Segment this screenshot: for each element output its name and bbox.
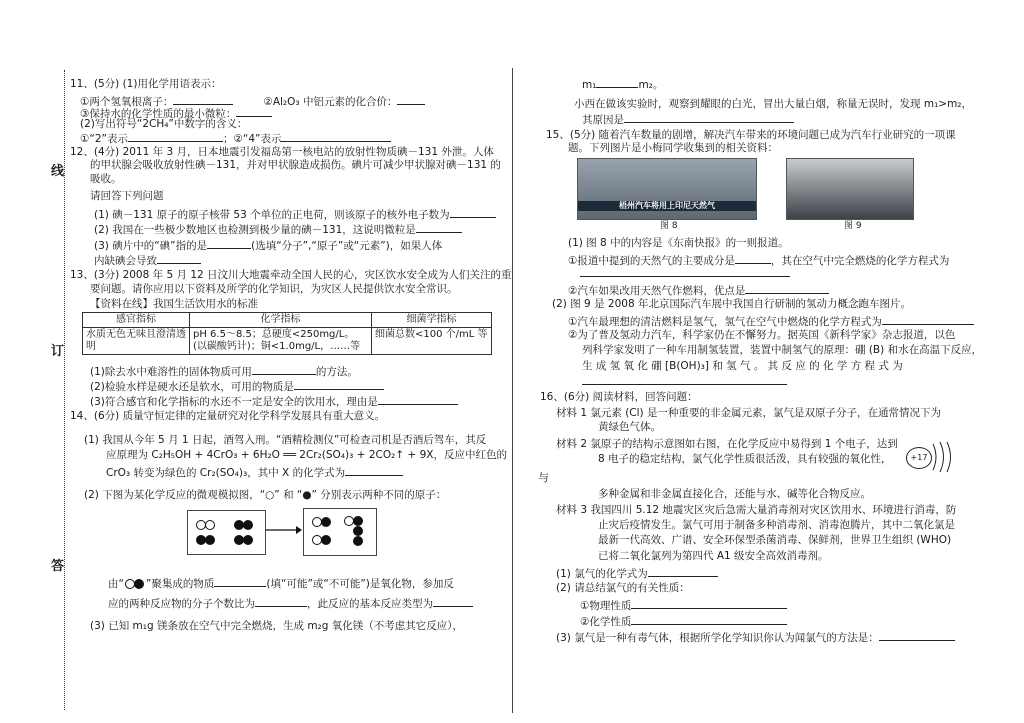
q12-line1: 12、(4分) 2011 年 3 月，日本地震引发福岛第一核电站的放射性物质碘－131 外泄。人体 [70,146,494,158]
water-standard-table [82,312,492,355]
answer-blank[interactable] [345,465,403,476]
q12-sub3b: (选填“分子”,“原子”或“元素”)，如果人体 [251,240,443,252]
q13-line1: 13、(3分) 2008 年 5 月 12 日汶川大地震牵动全国人民的心，灾区饮水安全成为人们关注的重 [70,269,512,281]
table-row [83,328,492,355]
q16-material1: 材料 1 氯元素 (Cl) 是一种重要的非金属元素，氯气是双原子分子，在通常情况下为 [556,407,941,419]
answer-blank[interactable] [281,131,391,142]
q13-sub1 [90,364,358,378]
answer-blank[interactable] [173,94,233,105]
q15-sub5 [568,314,974,328]
black-atom [321,517,331,527]
q14-para5-a: 由“ [108,578,124,590]
m2-label: m₂。 [638,79,664,91]
q12-line5 [94,207,496,221]
table-cell: 细菌总数<100 个/mL 等 [372,328,492,355]
q11-line5 [80,131,391,145]
q16-sub1-text: (1) 氯气的化学式为 [556,568,648,580]
q12-sub2: (2) 我国在一些极少数地区也检测到极少量的碘－131，这说明微粒是 [94,224,416,236]
q16-material3b: 止灾后疫情发生。氯气可用于制备多种消毒剂、消毒泡腾片，其中二氧化氯是 [598,519,955,531]
q15-line1: 15、(5分) 随着汽车数量的剧增，解决汽车带来的环境问题已成为汽车行业研究的一项课 [546,129,956,141]
answer-blank[interactable] [582,374,787,385]
q11-item5a: ①“2”表示 [80,133,128,145]
r-line3 [582,112,794,126]
black-atom [205,535,215,545]
q12-sub1: (1) 碘－131 原子的原子核带 53 个单位的正电荷，则该原子的核外电子数为 [94,209,450,221]
electron-shells-diagram [930,440,958,474]
q14-para5-c: (填“可能”或“不可能”)是氧化物，参加反 [266,578,454,590]
q11-line1: 11、(5分) (1)用化学用语表示： [70,78,222,90]
q15-sub6: ②为了普及氢动力汽车，科学家仍在不懈努力。据英国《新科学家》杂志报道，以色 [568,329,956,341]
white-atom [205,520,215,530]
side-mark-and: 与 [538,471,549,484]
q11-line4: (2)写出符号“2CH₄”中数字的含义： [80,118,248,130]
figure-9-label: 图 9 [844,221,862,231]
r-line2: 小西在做该实验时，观察到耀眼的白光，冒出大量白烟，称量无误时，发现 m₁>m₂， [574,98,973,110]
answer-blank[interactable] [416,222,462,233]
q12-line8 [94,253,201,267]
reaction-arrow [266,524,302,536]
answer-blank[interactable] [624,112,794,123]
figure-8-caption-text: 梧州汽车将用上印尼天然气 [578,201,756,211]
side-mark-fold: 订 [51,344,65,359]
q13-line3: 【资料在线】我国生活饮用水的标准 [90,298,258,310]
q12-sub4: 内缺碘会导致 [94,255,157,267]
q14-para7: (3) 已知 m₁g 镁条放在空气中完全燃烧，生成 m₂g 氧化镁（不考虑其它反应）， [90,620,464,632]
answer-blank[interactable] [252,364,316,375]
answer-blank[interactable] [879,630,955,641]
q16-material2: 材料 2 氯原子的结构示意图如右图，在化学反应中易得到 1 个电子，达到 [556,438,898,450]
q14-para3 [106,465,403,479]
table-header-cell: 化学指标 [190,313,372,328]
black-atom [353,536,363,546]
answer-blank[interactable] [214,576,266,587]
atom-nucleus: +17 [906,447,932,469]
q11-item5b: ；②“4”表示 [222,133,282,145]
q14-line1: 14、(6分) 质量守恒定律的定量研究对化学科学发展具有重大意义。 [70,410,386,422]
q13-sub1-text: (1)除去水中难溶性的固体物质可用 [90,366,252,378]
answer-blank[interactable] [648,566,718,577]
q12-line7 [94,238,442,252]
q16-material3c: 最新一代高效、广谱、安全环保型杀菌消毒、保鲜剂，世界卫生组织 (WHO) [598,534,952,546]
r-line3-text: 其原因是 [582,114,624,126]
table-header-row [83,313,492,328]
q15-sub8: 生 成 氢 氧 化 硼 [B(OH)₃] 和 氢 气 。 其 反 应 的 化 学 方 程 式 为 [582,360,903,372]
answer-blank[interactable] [631,614,787,625]
molecule-symbol [124,579,146,589]
q15-sub1: (1) 图 8 中的内容是《东南快报》的一则报道。 [568,237,789,249]
q14-para5 [108,576,454,590]
q13-sub3-text: (3)符合感官和化学指标的水还不一定是安全的饮用水，理由是 [90,396,378,408]
q16-sub1 [556,566,718,580]
black-atom [243,535,253,545]
table-header-cell: 感官指标 [83,313,190,328]
q15-line2: 题。下列图片是小梅同学收集到的相关资料： [568,142,778,154]
q16-sub4-text: ②化学性质 [580,616,632,628]
q14-para6-text: 应的两种反应物的分子个数比为 [108,598,255,610]
answer-blank[interactable] [631,598,787,609]
answer-blank[interactable] [128,131,223,142]
answer-blank[interactable] [450,207,496,218]
q14-para1: (1) 我国从今年 5 月 1 日起，酒驾入刑。“酒精检测仪”可检查司机是否酒后驾车，其反 [84,434,487,446]
q14-para2: 应原理为 C₂H₅OH + 4CrO₃ + 6H₂O ══ 2Cr₂(SO₄)₃ + 2CO₂↑ + 9X，反应中红色的 [106,449,507,461]
answer-blank[interactable] [433,596,473,607]
answer-blank[interactable] [580,266,790,277]
black-atom [353,516,363,526]
q16-material2b: 8 电子的稳定结构，氯气化学性质很活泼，具有较强的氧化性， [598,453,892,465]
q16-material3: 材料 3 我国四川 5.12 地震灾区灾后急需大量消毒剂对灾区饮用水、环境进行消毒，防 [556,504,957,516]
products-box [303,508,377,556]
q16-sub3-text: ①物理性质 [580,600,632,612]
binding-dotted-line [64,70,65,710]
q16-material1b: 黄绿色气体。 [598,421,661,433]
q13-line2: 要问题。请你应用以下资料及所学的化学知识，为灾区人民提供饮水安全常识。 [90,283,458,295]
figure-8-photo [577,158,757,220]
q15-sub3-text: ②汽车如果改用天然气作燃料，优点是 [568,285,746,297]
q15-sub5-text: ①汽车最理想的清洁燃料是氢气，氢气在空气中燃烧的化学方程式为 [568,316,882,328]
q14-para3-text: CrO₃ 转变为绿色的 Cr₂(SO₄)₃，其中 X 的化学式为 [106,467,346,479]
answer-blank[interactable] [397,94,425,105]
black-atom [353,526,363,536]
q15-sub2-text: ①报道中提到的天然气的主要成分是 [568,255,735,267]
q15-sub3 [568,283,829,297]
q13-sub2-text: (2)检验水样是硬水还是软水，可用的物质是 [90,381,294,393]
black-atom [134,579,144,589]
table-cell: 水质无色无味且澄清透明 [83,328,190,355]
q11-item1: ①两个氢氧根离子： [80,96,174,108]
answer-blank[interactable] [294,379,384,390]
q15-sub7: 列科学家发明了一种车用制氢装置，装置中制氢气的原理：硼 (B) 和水在高温下反应， [582,344,983,356]
r-m1-m2 [582,77,663,91]
answer-blank[interactable] [255,596,307,607]
q15-sub2-line [580,266,790,280]
q11-item2: ②Al₂O₃ 中铝元素的化合价： [263,96,398,108]
q16-sub5-text: (3) 氯气是一种有毒气体，根据所学化学知识你认为闻氯气的方法是： [556,632,879,644]
answer-blank[interactable] [745,283,829,294]
answer-blank[interactable] [157,253,201,264]
black-atom [243,520,253,530]
black-atom [321,535,331,545]
q14-para6 [108,596,473,610]
q16-material3d: 已将二氧化氯列为第四代 A1 级安全高效消毒剂。 [598,550,829,562]
answer-blank[interactable] [378,394,458,405]
q16-material2c: 多种金属和非金属直接化合，还能与水、碱等化合物反应。 [598,488,871,500]
q13-sub1-tail: 的方法。 [315,366,358,378]
q15-sub2 [568,253,949,267]
q15-sub2-tail: ，其在空气中完全燃烧的化学方程式为 [770,255,950,267]
reactants-box [187,510,266,555]
q15-sub4: (2) 图 9 是 2008 年北京国际汽车展中我国自行研制的氢动力概念跑车图片。 [552,298,911,310]
answer-blank[interactable] [735,253,771,264]
q13-sub2 [90,379,384,393]
q12-sub3: (3) 碘片中的“碘”指的是 [94,240,208,252]
q12-line2: 的甲状腺会吸收放射性碘－131，并对甲状腺造成损伤。碘片可减少甲状腺对碘－131 的 [90,159,501,171]
m1-label: m₁ [582,79,597,91]
q16-line1: 16、(6分) 阅读材料，回答问题： [540,391,698,403]
q14-para4: (2) 下图为某化学反应的微观模拟图，“○” 和 “●” 分别表示两种不同的原子： [84,489,447,501]
q16-sub5 [556,630,955,644]
answer-blank[interactable] [596,77,638,88]
answer-blank[interactable] [236,106,272,117]
figure-8-label: 图 8 [660,221,678,231]
table-cell: pH 6.5～8.5；总硬度<250mg/L。(以碳酸钙计)；铜<1.0mg/L，……等 [190,328,372,355]
answer-blank[interactable] [882,314,974,325]
q12-line4: 请回答下列问题 [90,190,164,202]
q15-sub8-line [582,374,787,388]
side-mark-line: 线 [51,164,65,179]
table-header-cell: 细菌学指标 [372,313,492,328]
q13-sub3 [90,394,458,408]
answer-blank[interactable] [207,238,251,249]
q12-line6 [94,222,462,236]
q16-sub3 [580,598,787,612]
q14-para6-tail: ，此反应的基本反应类型为 [307,598,433,610]
q16-sub2: (2) 请总结氯气的有关性质： [556,582,690,594]
q12-line3: 吸收。 [90,173,122,185]
q11-item3: ③保持水的化学性质的最小微粒： [80,108,237,120]
figure-9-photo [786,158,914,220]
q16-sub4 [580,614,787,628]
q14-para5-b: ”聚集成的物质 [145,578,215,590]
side-mark-answer: 答 [51,559,65,574]
column-divider [512,68,513,713]
